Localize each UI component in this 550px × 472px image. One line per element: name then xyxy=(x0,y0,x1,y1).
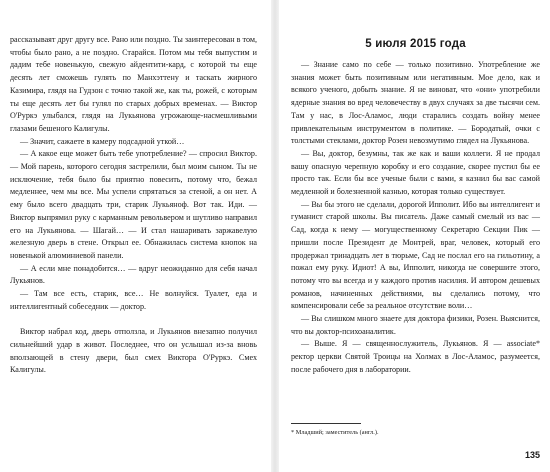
page-number: 135 xyxy=(524,450,540,460)
paragraph: — Вы бы этого не сделали, дорогой Ипполит. Ибо вы интеллигент и гуманист старой школы. Вы писатель. Даже самый смелый из вас — Сад, когда к нему — могущественному Секретарю Секции Пик — пришли после Президент де Монтрей, враг, человек, который его продержал тринадцать лет в тюрьме, Сад не послал его на гильотину, а пожал ему руку. Идиот! А вы, Ипполит, никогда не совершите этого, потому что вы всегда и у каждого против насилия. И автором дешевых романов, начиненных действиями, вы сделались потому, что компенсировали себе за реальное отсутствие воли… xyxy=(291,199,540,311)
left-page xyxy=(0,0,271,472)
right-page xyxy=(279,0,550,472)
right-page-text xyxy=(291,59,540,377)
footnote: * Младший; заместитель (англ.). xyxy=(291,429,379,436)
paragraph: — Вы слишком много знаете для доктора физики, Розен. Выяснится, что вы доктор-психоаналитик. xyxy=(291,314,540,336)
paragraph: — Знание само по себе — только позитивно. Употребление же знания может быть позитивным или негативным. Мое дело, как и всякого ученого, добыть знание. Я не виноват, что «они» употребили ядерные знания во вред человечеству в двух случаях за две тысячи сем. Там у нас, в Лос-Аламос, люди старались создать войну менее привлекательным инструментом в политике. — Бородатый, очки с толстыми стеклами, доктор Розен невозмутимо глядел на Лукьянова. xyxy=(291,60,540,146)
paragraph: рассказываят друг другу все. Рано или поздно. Ты заинтересован в том, чтобы было рано, а не поздно. Старайся. Потом мы тебя выпустим и дадим тебе новенькую, свежую айдентити-кард, с которой ты еще десять лет сможешь гулять по Манхэттену и таскать жирного Казимира, глядя на Гудзон с точно такой же, как ты, рожей, с которым ты еще десять лет бы гулял по старых добрых временах. — Виктор О'Руркэ улыбался, глядя на Лукьянова угрожающе-насмешливыми глазами бешеного Калигулы. xyxy=(10,35,257,133)
paragraph: — А какое еще может быть тебе употребление? — спросил Виктор. — Мой парень, которого сегодня застрелили, был моим сыном. Ты не исключение, тебя было бы приятно повесить, потому что, бежал медленнее, чем мы все. Мы успели спрятаться за стеной, а он нет. А ему было всего двадцать три, старик Лукьяноф. Вот так. Иди. — Виктор выпрямил руку с карманным револьвером и шутливо направил его на Лукьянова. — Шагай… — И стал нашаривать заржавелую железную дверь в стене. Открыл ее. Обнажилась система кнопок на новенькой алюминиевой панели. xyxy=(10,149,257,260)
book-gutter xyxy=(271,0,279,472)
paragraph: — Вы, доктор, безумны, так же как и ваши коллеги. Я не продал вашу опасную черепную коробку и его создание, скорее пустил бы ее просто так. Если бы все ученые были с вами, я казнил бы вас самой медленной и болезненной казнью, которая только существует. xyxy=(291,148,540,197)
paragraph: Виктор набрал код, дверь отползла, и Лукьянов внезапно получил сильнейший удар в живот. Последнее, что он услышал из-за вновь вползающей в стену двери, был смех Виктора О'Руркэ. Смех Калигулы. xyxy=(10,327,257,375)
chapter-heading: 5 июля 2015 года xyxy=(365,38,466,50)
left-page-text xyxy=(10,34,257,377)
paragraph: — Выше. Я — священнослужитель, Лукьянов. Я — associate* ректор церкви Святой Троицы на Холмах в Лос-Аламос, разумеется, после рабочего дня в лаборатории. xyxy=(291,339,540,374)
paragraph: — А если мне понадобится… — вдруг неожиданно для себя начал Лукьянов. xyxy=(10,263,257,286)
footnote-rule xyxy=(291,423,361,424)
paragraph: — Значит, сажаете в камеру подсадной уткой… xyxy=(20,136,185,146)
paragraph: — Там все есть, старик, все… Не волнуйся. Туалет, еда и интеллигентный собеседник — доктор. xyxy=(10,289,257,311)
